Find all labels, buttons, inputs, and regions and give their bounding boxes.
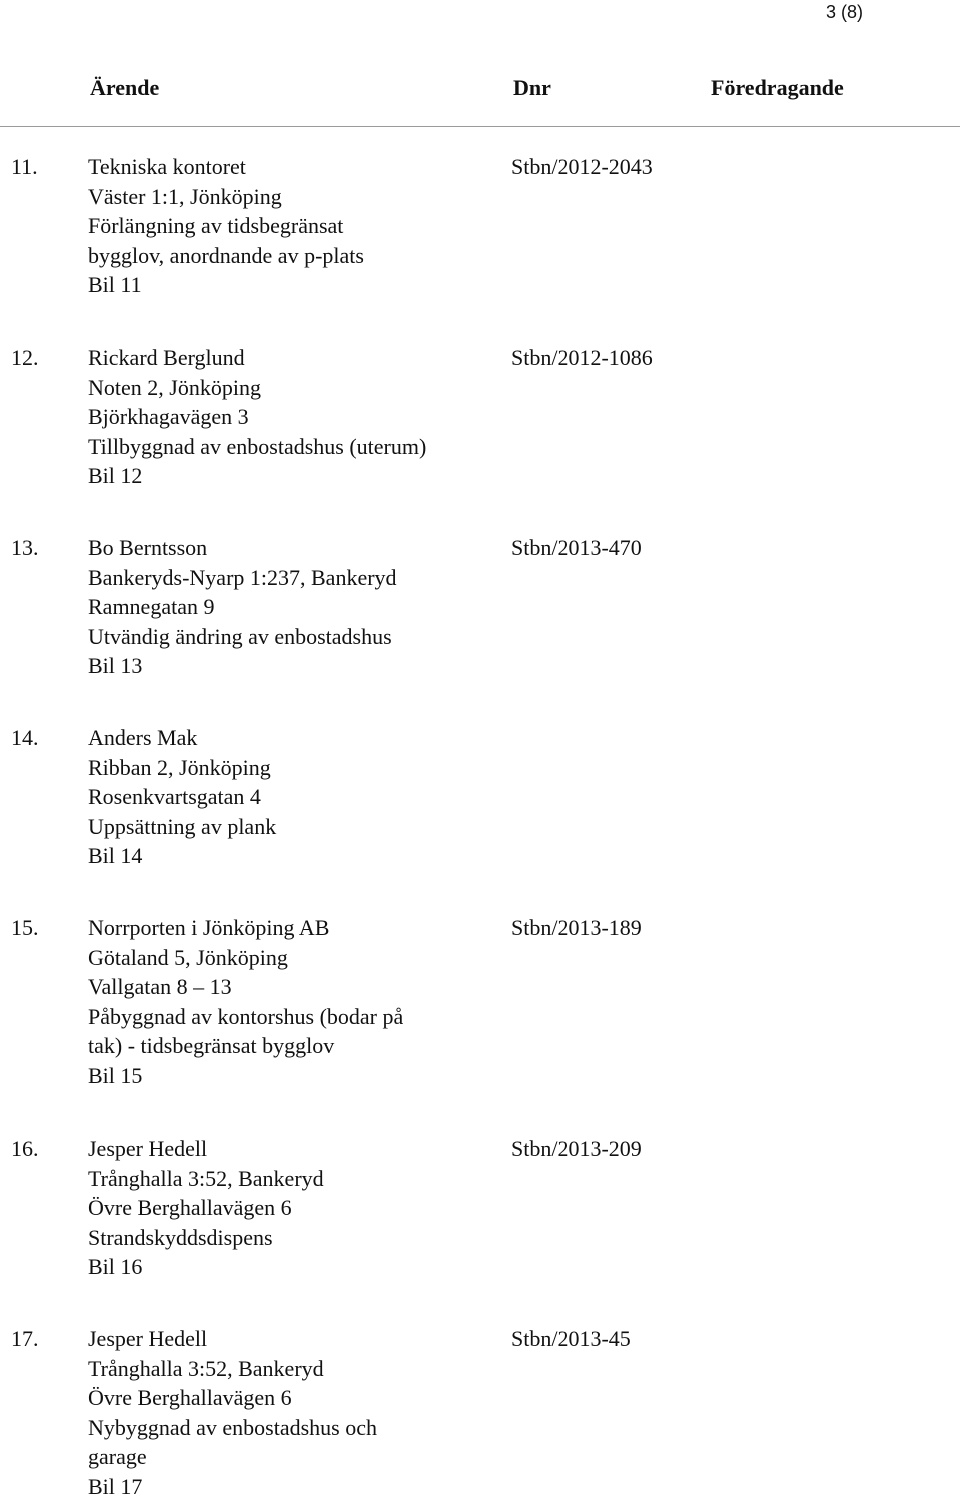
item-description <box>88 343 498 491</box>
item-line: Bil 11 <box>88 272 142 298</box>
item-line: Nybyggnad av enbostadshus och <box>88 1414 378 1440</box>
item-line: Anders Mak <box>88 725 198 750</box>
item-line: Påbyggnad av kontorshus (bodar på <box>88 1003 404 1029</box>
item-description <box>88 1134 498 1282</box>
item-line: Norrporten i Jönköping AB <box>88 915 330 940</box>
item-line: Björkhagavägen 3 <box>88 404 249 430</box>
item-dnr: Stbn/2013-189 <box>511 915 642 940</box>
item-line: Götaland 5, Jönköping <box>88 944 288 970</box>
item-line: Utvändig ändring av enbostadshus <box>88 623 392 649</box>
item-dnr: Stbn/2012-1086 <box>511 345 653 370</box>
item-line: Tekniska kontoret <box>88 154 246 179</box>
item-dnr: Stbn/2013-209 <box>511 1136 642 1161</box>
item-line: Bil 13 <box>88 653 143 679</box>
item-line: Bil 14 <box>88 843 143 869</box>
item-line: Väster 1:1, Jönköping <box>88 183 282 209</box>
item-line: Strandskyddsdispens <box>88 1224 273 1250</box>
item-line: Vallgatan 8 – 13 <box>88 974 232 1000</box>
item-line: Övre Berghallavägen 6 <box>88 1385 292 1411</box>
item-line: Ramnegatan 9 <box>88 594 215 620</box>
item-line: Tillbyggnad av enbostadshus (uterum) <box>88 433 427 459</box>
item-line: tak) - tidsbegränsat bygglov <box>88 1033 335 1059</box>
item-number: 11. <box>11 154 38 179</box>
item-number: 12. <box>11 345 39 370</box>
item-dnr: Stbn/2012-2043 <box>511 154 653 179</box>
item-number: 17. <box>11 1326 39 1351</box>
item-line: Bo Berntsson <box>88 535 208 560</box>
item-line: Trånghalla 3:52, Bankeryd <box>88 1165 324 1191</box>
item-line: Jesper Hedell <box>88 1136 208 1161</box>
header-arende: Ärende <box>90 75 160 100</box>
header-divider <box>0 126 960 127</box>
item-description <box>88 1324 498 1502</box>
item-line: Bil 17 <box>88 1473 143 1499</box>
item-line: Ribban 2, Jönköping <box>88 754 271 780</box>
item-line: Trånghalla 3:52, Bankeryd <box>88 1355 324 1381</box>
header-dnr: Dnr <box>513 75 551 100</box>
item-line: Övre Berghallavägen 6 <box>88 1195 292 1221</box>
item-description <box>88 533 498 681</box>
page-number: 3 (8) <box>826 2 864 22</box>
item-dnr: Stbn/2013-45 <box>511 1326 631 1351</box>
item-number: 13. <box>11 535 39 560</box>
item-line: Bil 12 <box>88 463 143 489</box>
item-line: Noten 2, Jönköping <box>88 374 261 400</box>
header-foredragande: Föredragande <box>711 75 844 100</box>
item-dnr: Stbn/2013-470 <box>511 535 642 560</box>
item-description <box>88 152 498 300</box>
item-line: Rickard Berglund <box>88 345 245 370</box>
item-line: Rosenkvartsgatan 4 <box>88 784 261 810</box>
item-number: 16. <box>11 1136 39 1161</box>
item-description <box>88 723 498 871</box>
item-line: Uppsättning av plank <box>88 813 277 839</box>
item-line: Förlängning av tidsbegränsat <box>88 213 344 239</box>
item-line: Jesper Hedell <box>88 1326 208 1351</box>
item-line: Bil 15 <box>88 1062 143 1088</box>
item-line: Bil 16 <box>88 1254 143 1280</box>
item-number: 14. <box>11 725 39 750</box>
item-description <box>88 913 498 1091</box>
item-number: 15. <box>11 915 39 940</box>
item-line: Bankeryds-Nyarp 1:237, Bankeryd <box>88 564 397 590</box>
column-header <box>0 72 960 106</box>
item-line: garage <box>88 1444 147 1470</box>
item-line: bygglov, anordnande av p-plats <box>88 242 364 268</box>
